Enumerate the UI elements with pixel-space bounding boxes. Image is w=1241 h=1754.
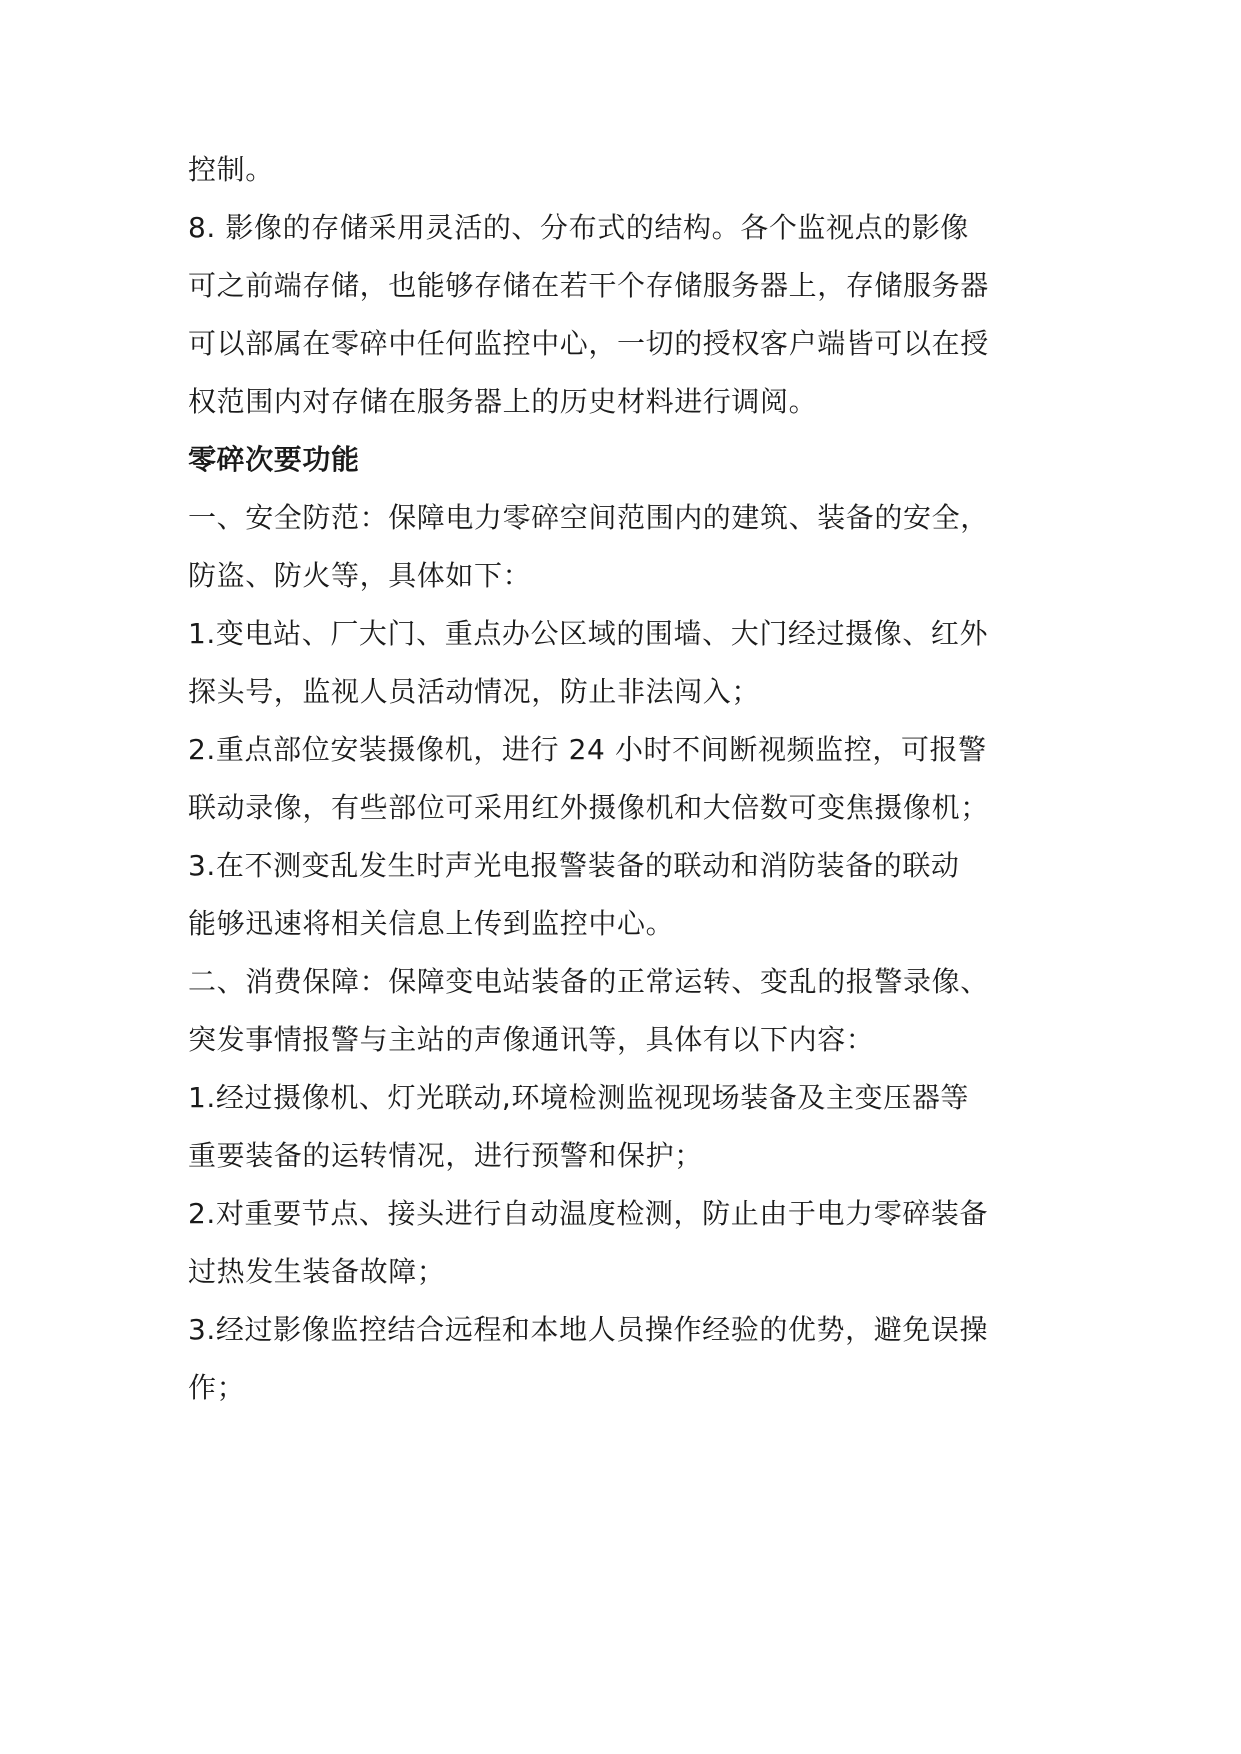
text-line: 一、安全防范：保障电力零碎空间范围内的建筑、装备的安全， — [188, 501, 989, 534]
text-line: 3.在不测变乱发生时声光电报警装备的联动和消防装备的联动 — [188, 849, 960, 882]
text-line: 3.经过影像监控结合远程和本地人员操作经验的优势，避免误操 — [188, 1313, 989, 1346]
text-line: 联动录像，有些部位可采用红外摄像机和大倍数可变焦摄像机； — [188, 791, 989, 824]
text-line: 可之前端存储，也能够存储在若干个存储服务器上，存储服务器 — [188, 269, 989, 302]
text-line: 2.重点部位安装摄像机，进行 24 小时不间断视频监控，可报警 — [188, 733, 987, 766]
section-heading: 零碎次要功能 — [188, 443, 360, 476]
text-line: 过热发生装备故障； — [188, 1255, 446, 1288]
text-line: 2.对重要节点、接头进行自动温度检测，防止由于电力零碎装备 — [188, 1197, 989, 1230]
text-line: 控制。 — [188, 153, 274, 186]
text-line: 1.经过摄像机、灯光联动,环境检测监视现场装备及主变压器等 — [188, 1081, 970, 1114]
text-line: 突发事情报警与主站的声像通讯等，具体有以下内容： — [188, 1023, 875, 1056]
text-line: 防盗、防火等，具体如下： — [188, 559, 532, 592]
text-line: 8. 影像的存储采用灵活的、分布式的结构。各个监视点的影像 — [188, 211, 970, 244]
text-line: 可以部属在零碎中任何监控中心，一切的授权客户端皆可以在授 — [188, 327, 989, 360]
text-line: 二、消费保障：保障变电站装备的正常运转、变乱的报警录像、 — [188, 965, 989, 998]
text-line: 重要装备的运转情况，进行预警和保护； — [188, 1139, 703, 1172]
text-line: 探头号，监视人员活动情况，防止非法闯入； — [188, 675, 761, 708]
text-line: 1.变电站、厂大门、重点办公区域的围墙、大门经过摄像、红外 — [188, 617, 989, 650]
text-line: 权范围内对存储在服务器上的历史材料进行调阅。 — [188, 385, 818, 418]
text-line: 能够迅速将相关信息上传到监控中心。 — [188, 907, 675, 940]
text-line: 作； — [188, 1371, 246, 1404]
